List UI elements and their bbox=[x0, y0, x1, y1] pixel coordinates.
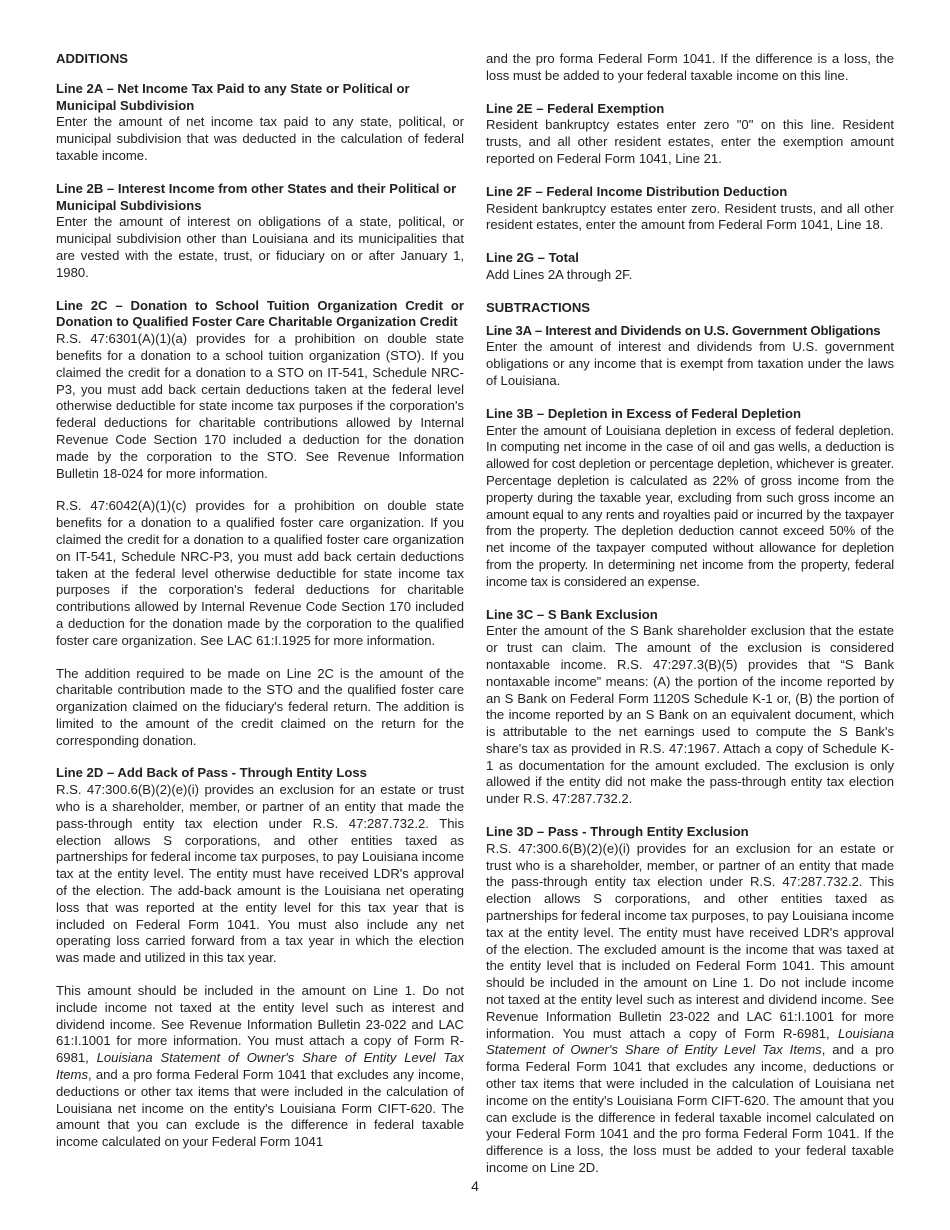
line-2d-section bbox=[56, 765, 464, 1151]
line-2a-title: Line 2A – Net Income Tax Paid to any State or Political or Municipal Subdivision bbox=[56, 80, 410, 113]
left-column bbox=[56, 51, 464, 1167]
line-2b-title: Line 2B – Interest Income from other States and their Political or Municipal Subdivisions bbox=[56, 180, 457, 213]
subtractions-heading: SUBTRACTIONS bbox=[486, 299, 591, 315]
line-2e-text: Resident bankruptcy estates enter zero "0" on this line. Resident trusts, and all other resident estates, enter the exemption amount reported on Federal Form 1041, Line 21. bbox=[486, 117, 894, 166]
line-3c-title: Line 3C – S Bank Exclusion bbox=[486, 606, 658, 622]
line-2d-paragraph-continued: and the pro forma Federal Form 1041. If the difference is a loss, the loss must be added to your federal taxable income on this line. bbox=[486, 51, 894, 83]
line-3b-title: Line 3B – Depletion in Excess of Federal Depletion bbox=[486, 405, 802, 421]
line-2a-text: Enter the amount of net income tax paid to any state, political, or municipal subdivision that was deducted in the calculation of federal taxable income. bbox=[56, 114, 464, 163]
line-2e-title: Line 2E – Federal Exemption bbox=[486, 100, 665, 116]
line-3c-text: Enter the amount of the S Bank shareholder exclusion that the estate or trust can claim. The amount of the exclusion is considered nontaxable income. R.S. 47:297.3(B)(5) provides that “S Bank nontaxable income” means: (A) the portion of the income reported by an S Bank on Federal Form 1120S Schedule K-1 or, (B) the portion of the income reported by an S Bank on an equivalent document, which is attributable to the net earnings used to compute the S Bank's share's tax as provided in R.S. 47:1967. Attach a copy of Schedule K-1 as documentation for the amount excluded. The exclusion is only allowed if the entity did not make the pass-through entity tax election under R.S. 47:287.732.2. bbox=[486, 623, 894, 807]
line-2c-section bbox=[56, 298, 464, 750]
line-2g-title: Line 2G – Total bbox=[486, 250, 579, 266]
line-3d-text-part: R.S. 47:300.6(B)(2)(e)(i) provides for an exclusion for an estate or trust who is a shareholder, member, or partner of an entity that made the pass-through entity tax election under R.S. 47:287.732.2. This election allows S corporations, and other entities taxed as partnerships for federal income tax purposes, to pay Louisiana income tax at the entity level. The entity must have received LDR's approval of the election. The excluded amount is the income that was taxed at the entity level that is included on Federal Form 1041. This amount should be included in the amount on Line 1. Do not include income not taxed at the entity level such as interest and dividend income. See Revenue Information Bulletin 23-022 and LAC 61:I.1001 for more information. You must attach a copy of Form R-6981, bbox=[486, 840, 894, 1041]
line-2c-paragraph: The addition required to be made on Line 2C is the amount of the charitable contribution made to the STO and the qualified foster care organization claimed on the fiduciary's federal return. The addition is limited to the amount of the credit claimed on the return for the corresponding donation. bbox=[56, 665, 464, 748]
line-3a-section bbox=[486, 323, 894, 390]
page-number: 4 bbox=[471, 1178, 479, 1194]
additions-heading: ADDITIONS bbox=[56, 51, 129, 66]
line-2c-title: Line 2C – Donation to School Tuition Organization Credit or Donation to Qualified Foster Care Charitable Organization Credit bbox=[56, 297, 464, 330]
line-2f-text: Resident bankruptcy estates enter zero. Resident trusts, and all other resident estates, enter the amount from Federal Form 1041, Line 18. bbox=[486, 200, 894, 233]
line-2b-section bbox=[56, 181, 464, 282]
line-2g-section bbox=[486, 250, 894, 284]
line-3c-section bbox=[486, 607, 894, 809]
line-3d-text bbox=[486, 841, 894, 1177]
line-2e-section bbox=[486, 101, 894, 168]
right-column bbox=[486, 51, 894, 1193]
line-2b-text: Enter the amount of interest on obligations of a state, political, or municipal subdivision other than Louisiana and its municipalities that are vested with the estate, trust, or fiduciary on or after January 1, 1980. bbox=[56, 214, 464, 280]
line-3a-title: Line 3A – Interest and Dividends on U.S. Government Obligations bbox=[486, 322, 881, 338]
line-2c-paragraph: R.S. 47:6301(A)(1)(a) provides for a prohibition on double state benefits for a donation to a school tuition organization (STO). If you claimed the credit for a donation to a STO on IT-541, Schedule NRC-P3, you must add back certain deductions taken at the federal level otherwise deductible for state income tax purposes if the corporation's federal deductions for charitable contributions allowed by Internal Revenue Code Section 170 included a deduction for the donation made by the corporation to the STO. See Revenue Information Bulletin 18-024 for more information. bbox=[56, 331, 464, 481]
line-3b-text: Enter the amount of Louisiana depletion in excess of federal depletion. In computing net income in the case of oil and gas wells, a deduction is allowed for cost depletion or percentage depletion, whichever is greater. Percentage depletion is calculated as 22% of gross income from the property during the taxable year, excluding from such gross income an amount equal to any rents and royalties paid or incurred by the taxpayer from the property. The depletion deduction cannot exceed 50% of the net income of the taxpayer computed without allowance for depletion from the property. In determining net income from the property, federal income tax is considered an expense. bbox=[486, 422, 894, 589]
line-2d-title: Line 2D – Add Back of Pass - Through Entity Loss bbox=[56, 765, 367, 781]
form-r6981-title: Louisiana Statement of Owner's Share of Entity Level Tax Items bbox=[486, 1025, 894, 1058]
line-2d-text-part: , and a pro forma Federal Form 1041 that excludes any income, deductions or other tax items that were included in the calculation of Louisiana net income on the entity's Louisiana Form CIFT-620. The amount that you can exclude is the difference in federal taxable income calculated on your Federal Form 1041 bbox=[56, 1067, 464, 1150]
line-2a-section bbox=[56, 81, 464, 165]
line-3d-section bbox=[486, 824, 894, 1177]
form-r6981-title: Louisiana Statement of Owner's Share of Entity Level Tax Items bbox=[56, 1050, 464, 1083]
line-3d-text-part: , and a pro forma Federal Form 1041 that excludes any income, deductions or other tax items that were included in the calculation of Louisiana net income on the entity's Louisiana Form CIFT-620. The amount that you can exclude is the difference in federal taxable incomel calculated on your Federal Form 1041 and the pro forma Federal Form 1041. If the difference is a loss, the loss must be added to your federal taxable income on Line 2D. bbox=[486, 1042, 894, 1176]
line-2d-text-part: This amount should be included in the amount on Line 1. Do not include income not taxed at the entity level such as interest and dividend income. See Revenue Information Bulletin 23-022 and LAC 61:I.1001 for more information. You must attach a copy of Form R-6981, bbox=[56, 983, 464, 1066]
line-2c-paragraph: R.S. 47:6042(A)(1)(c) provides for a prohibition on double state benefits for a donation to a qualified foster care organization. If you claimed the credit for a donation to a qualified foster care organization on IT-541, Schedule NRC-P3, you must add back certain deductions taken at the federal level otherwise deductible for state income tax purposes if the corporation's federal deductions for charitable contributions allowed by Internal Revenue Code Section 170 included a deduction for the donation made by the corporation to the qualified foster care organization. See LAC 61:I.1925 for more information. bbox=[56, 498, 464, 648]
line-2d-paragraph: R.S. 47:300.6(B)(2)(e)(i) provides an exclusion for an estate or trust who is a shareholder, member, or partner of an entity that made the pass-through entity tax election under R.S. 47:287.732.2. This election allows S corporations, and other entities taxed as partnerships for federal income tax purposes, to pay Louisiana income tax at the entity level. The entity must have received LDR's approval of the election. The add-back amount is the Louisiana net operating loss that was reported at the entity level for this tax year that is included on Federal Form 1041. You must also include any net operating loss carried forward from a tax year in which the election was made and utilized in this tax year. bbox=[56, 782, 464, 966]
line-3d-title: Line 3D – Pass - Through Entity Exclusion bbox=[486, 824, 749, 840]
line-2g-text: Add Lines 2A through 2F. bbox=[486, 266, 633, 282]
line-2f-title: Line 2F – Federal Income Distribution Deduction bbox=[486, 183, 788, 199]
line-2f-section bbox=[486, 184, 894, 234]
line-3b-section bbox=[486, 406, 894, 591]
line-2d-paragraph bbox=[56, 983, 464, 1151]
line-2d-continuation bbox=[486, 51, 894, 85]
line-3a-text: Enter the amount of interest and dividends from U.S. government obligations or any income that is exempt from taxation under the laws of Louisiana. bbox=[486, 339, 894, 388]
